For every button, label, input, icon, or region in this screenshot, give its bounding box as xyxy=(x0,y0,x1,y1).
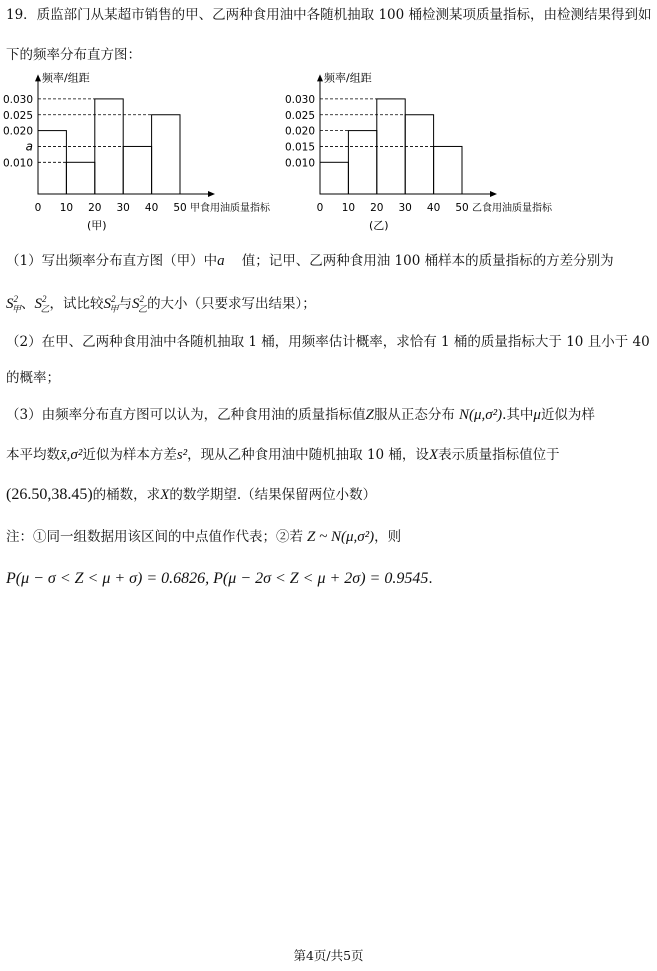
x-axis-label: 甲食用油质量指标 xyxy=(190,203,270,214)
y-axis-label: 频率/组距 xyxy=(42,71,90,85)
histogram-bar xyxy=(152,115,180,194)
note-expr: Z ~ N(μ,σ²) xyxy=(307,529,375,545)
histogram-bar xyxy=(405,115,433,194)
y-tick-label: 0.025 xyxy=(284,109,315,122)
part3-text-d: 近似为样 xyxy=(540,407,595,423)
note-end: . xyxy=(428,571,433,587)
part3-line-3 xyxy=(6,486,376,504)
var-s-yi-2: $S^2_乙$ xyxy=(132,294,148,314)
part1-text-a: （1）写出频率分布直方图（甲）中 xyxy=(6,253,218,269)
var-s-jia: $S^2_甲$ xyxy=(6,294,22,314)
part2-line-1: （2）在甲、乙两种食用油中各随机抽取 1 桶，用频率估计概率，求恰有 1 桶的质量指标大于 10 且小于 40 xyxy=(6,334,650,350)
x-tick-label: 30 xyxy=(398,202,412,214)
y-axis-label: 频率/组距 xyxy=(324,71,372,85)
y-tick-label: 0.030 xyxy=(2,93,33,106)
var-s-yi: $S^2_乙$ xyxy=(34,294,50,314)
histogram-bar xyxy=(434,146,462,194)
y-tick-label: 0.010 xyxy=(284,157,315,170)
x-axis-label: 乙食用油质量指标 xyxy=(472,203,552,214)
part1-text-d: 与 xyxy=(118,296,133,312)
var-sigma2: σ² xyxy=(70,447,83,463)
part3-text-e: 本平均数 xyxy=(6,447,60,463)
problem-line-2: 下的频率分布直方图： xyxy=(6,47,141,63)
histogram-bar xyxy=(320,162,348,194)
y-tick-label: 0.010 xyxy=(2,157,33,170)
note-line-2 xyxy=(6,570,433,588)
part1-line-2 xyxy=(6,290,316,318)
note-text-b: ，则 xyxy=(374,529,402,545)
histogram-bar xyxy=(348,131,376,194)
var-xbar: x̄ xyxy=(60,447,67,463)
chart-caption: (乙) xyxy=(369,219,389,232)
part1-line-1 xyxy=(6,252,614,270)
comma: , xyxy=(66,447,71,463)
part3-text-j: 的数学期望.（结果保留两位小数） xyxy=(169,487,377,503)
part3-line-1 xyxy=(6,406,595,424)
chart-caption: (甲) xyxy=(87,219,107,232)
y-axis-arrow xyxy=(35,74,41,81)
x-tick-label: 10 xyxy=(59,202,74,214)
x-tick-label: 50 xyxy=(455,202,469,214)
histogram-jia xyxy=(0,70,300,240)
x-axis-arrow xyxy=(490,191,497,197)
note-formula: P(μ − σ < Z < μ + σ) = 0.6826, P(μ − 2σ < Z < μ + 2σ) = 0.9545 xyxy=(6,570,429,587)
x-tick-label: 40 xyxy=(426,202,441,214)
problem-line-1: 19．质监部门从某超市销售的甲、乙两种食用油中各随机抽取 100 桶检测某项质量指标，由检测结果得到如 xyxy=(6,7,652,23)
histogram-bar xyxy=(66,162,94,194)
y-tick-label: 0.030 xyxy=(284,93,315,106)
var-X: X xyxy=(428,447,439,463)
part3-text-i: 的桶数，求 xyxy=(92,487,161,503)
x-tick-label: 20 xyxy=(370,202,384,214)
part1-text-c: ，试比较 xyxy=(49,296,104,312)
part1-text-e: 的大小（只要求写出结果）； xyxy=(147,296,316,312)
y-tick-label: 0.015 xyxy=(284,141,315,154)
part3-line-2 xyxy=(6,446,560,464)
note-text-a: 注：①同一组数据用该区间的中点值作代表；②若 xyxy=(6,529,303,545)
y-tick-label: 0.020 xyxy=(2,125,33,138)
var-s2: s² xyxy=(176,447,188,463)
y-tick-label: 0.020 xyxy=(284,125,315,138)
var-Z: Z xyxy=(365,407,374,423)
y-axis-arrow xyxy=(317,74,323,81)
x-tick-label: 30 xyxy=(116,202,130,214)
histogram-bar xyxy=(123,146,151,194)
y-tick-label: a xyxy=(25,139,33,154)
part2-line-2: 的概率； xyxy=(6,370,60,386)
part3-text-h: 表示质量指标值位于 xyxy=(438,447,560,463)
note-line-1 xyxy=(6,528,401,546)
normal-dist: N(μ,σ²) xyxy=(458,407,503,423)
var-mu: μ xyxy=(533,407,541,423)
page-footer: 第4页/共5页 xyxy=(293,948,364,963)
separator: 、 xyxy=(21,296,35,312)
part3-text-f: 近似为样本方差 xyxy=(82,447,177,463)
x-axis-arrow xyxy=(208,191,215,197)
x-tick-label: 0 xyxy=(316,202,324,214)
var-X-2: X xyxy=(160,487,170,503)
part1-var-a: a xyxy=(217,253,225,269)
x-tick-label: 50 xyxy=(173,202,187,214)
histogram-bar xyxy=(38,131,66,194)
x-tick-label: 40 xyxy=(144,202,159,214)
var-s-jia-2: $S^2_甲$ xyxy=(103,294,119,314)
histogram-yi xyxy=(282,70,582,240)
part1-text-b: 值；记甲、乙两种食用油 100 桶样本的质量指标的方差分别为 xyxy=(241,253,614,269)
y-tick-label: 0.025 xyxy=(2,109,33,122)
x-tick-label: 10 xyxy=(341,202,356,214)
x-tick-label: 20 xyxy=(88,202,102,214)
part3-text-c: .其中 xyxy=(502,407,534,423)
part3-text-b: 服从正态分布 xyxy=(373,407,455,423)
interval: (26.50,38.45) xyxy=(6,486,93,503)
part3-text-g: ，现从乙种食用油中随机抽取 10 桶，设 xyxy=(187,447,429,463)
x-tick-label: 0 xyxy=(34,202,42,214)
part3-text-a: （3）由频率分布直方图可以认为，乙种食用油的质量指标值 xyxy=(6,407,366,423)
